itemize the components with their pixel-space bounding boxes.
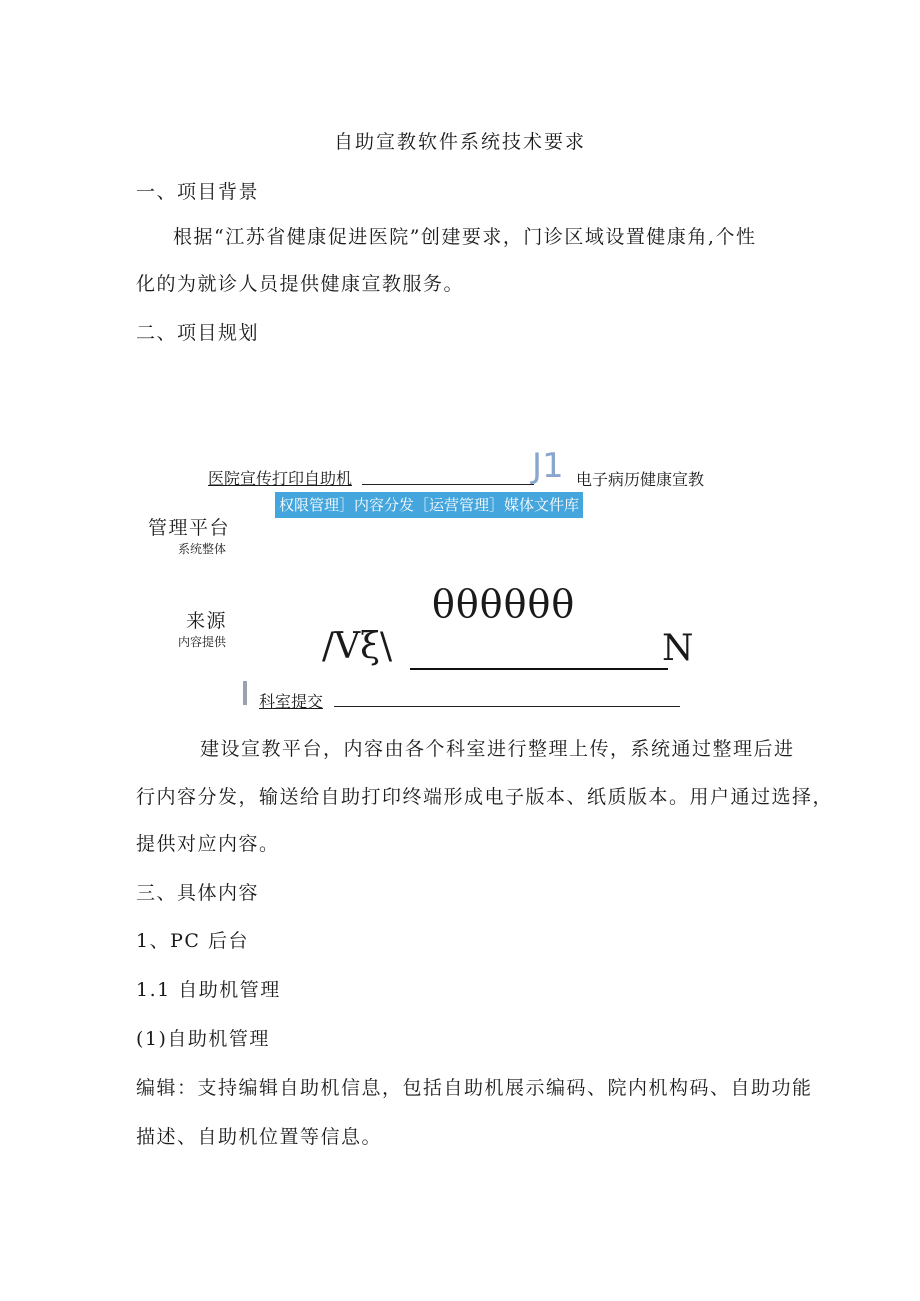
j1-text: J1: [532, 446, 564, 486]
section-2-paragraph-line-3: 提供对应内容。: [136, 833, 280, 855]
emr-label: 电子病历健康宣教: [576, 470, 705, 489]
theta-row: θθθθθθ: [432, 582, 576, 626]
mgmt-platform-sublabel: 系统整体: [178, 542, 227, 556]
item-1-heading: 1、PC 后台: [136, 930, 249, 952]
vxi-label: /Vξ\: [322, 626, 393, 667]
n-label: N: [662, 628, 694, 669]
section-1-heading: 一、项目背景: [136, 181, 260, 203]
dept-connector-line: [334, 706, 680, 707]
kiosk-label: 医院宣传打印自助机: [208, 469, 353, 488]
dept-submit-label: [259, 689, 323, 712]
edit-description-line-2: 描述、自助机位置等信息。: [136, 1126, 383, 1148]
section-2-paragraph-line-1: 建设宣教平台，内容由各个科室进行整理上传，系统通过整理后进: [200, 738, 795, 760]
module-highlight-bar: 权限管理］内容分发［运营管理］媒体文件库: [275, 492, 583, 518]
section-2-paragraph-line-2: 行内容分发，输送给自助打印终端形成电子版本、纸质版本。用户通过选择，: [136, 786, 834, 808]
mgmt-platform-label: 管理平台: [148, 517, 231, 539]
item-1-1-heading: 1.1 自助机管理: [136, 979, 281, 1001]
section-1-paragraph-line-2: 化的为就诊人员提供健康宣教服务。: [136, 273, 465, 295]
edit-description-line-1: 编辑：支持编辑自助机信息，包括自助机展示编码、院内机构码、自助功能: [136, 1077, 813, 1099]
kiosk-connector-line: [362, 484, 534, 485]
dept-marker-bar: [243, 681, 247, 705]
section-2-heading: 二、项目规划: [136, 322, 260, 344]
vxi-n-connector-line: [410, 668, 668, 670]
item-1-1-1-heading: (1)自助机管理: [136, 1028, 270, 1050]
source-sublabel: 内容提供: [178, 635, 227, 649]
section-1-paragraph-line-1: 根据“江苏省健康促进医院”创建要求，门诊区域设置健康角,个性: [173, 226, 757, 248]
dept-submit-text: 科室提交: [259, 692, 324, 711]
j1-label: [532, 446, 564, 486]
section-3-heading: 三、具体内容: [136, 882, 260, 904]
source-label: 来源: [186, 610, 228, 632]
document-title: 自助宣教软件系统技术要求: [333, 131, 586, 153]
